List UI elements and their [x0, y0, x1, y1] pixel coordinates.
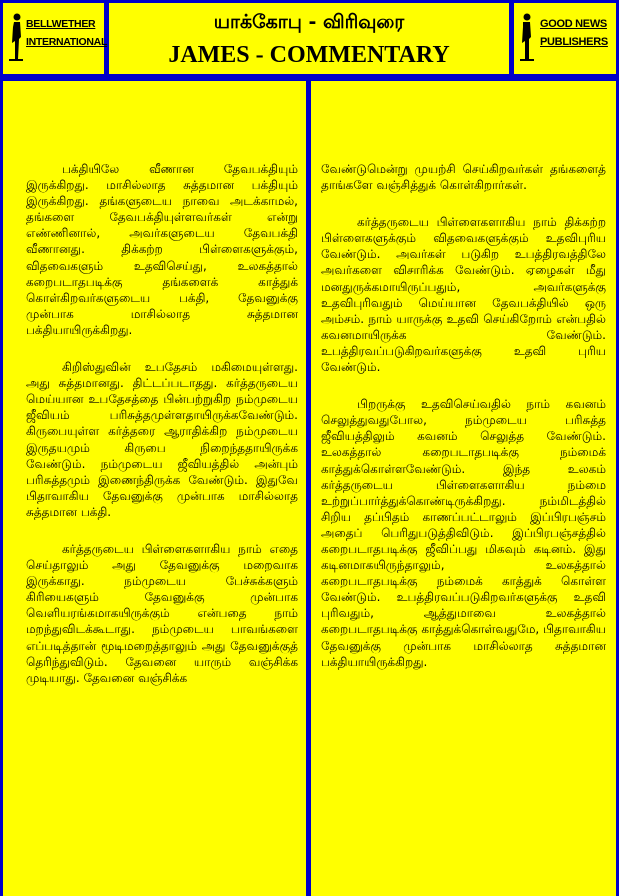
- logo-line-1: BELLWETHER: [26, 18, 96, 30]
- content-frame: [0, 78, 619, 896]
- paragraph: பிறருக்கு உதவிசெய்வதில் நாம் கவனம் செலுத்துவதுபோல, நம்முடைய பரிசுத்த ஜீவியத்திலும் கவனம் செலுத்த வேண்டும். உலகத்தால் கறைபடாதபடிக்கு நம்மைக் காத்துக்கொள்ளவேண்டும். இந்த உலகம் கர்த்தருடைய பிள்ளைகளாகிய நம்மை உற்றுப்பார்த்துக்கொண்டிருக்கிறது. நம்மிடத்தில் சிறிய தப்பிதம் காணப்பட்டாலும் இப்பிரபஞ்சம் அதைப் பெரிதுபடுத்திவிடும். இப்பிரபஞ்சத்தில் கறைபடாதபடிக்கு ஜீவிப்பது மிகவும் கடினம். இது கடினமாகயிருந்தாலும், உலகத்தால் கறைபடாதபடிக்கு நம்மைக் காத்துக் கொள்ள வேண்டும். உபத்திரவப்படுகிறவர்களுக்கு உதவி புரிவதும், ஆத்துமாவை உலகத்தால் கறைபடாதபடிக்கு காத்துக்கொள்வதுமே, பிதாவாகிய தேவனுக்கு முன்பாக மாசில்லாத சுத்தமான பக்தியாயிருக்கிறது.: [321, 397, 606, 669]
- logo-text: [540, 15, 608, 51]
- tamil-title: யாக்கோபு - விரிவுரை: [213, 11, 405, 33]
- right-column: [311, 81, 616, 896]
- page-header: [0, 0, 619, 78]
- paragraph: கர்த்தருடைய பிள்ளைகளாகிய நாம் எதை செய்தாலும் அது தேவனுக்கு மறைவாக இருக்காது. நம்முடைய பேச்சுக்களும் கிரியைகளும் தேவனுக்கு முன்பாக வெளியரங்கமாகயிருக்கும் என்பதை நாம் மறந்துவிடக்கூடாது. நம்முடைய பாவங்களை எப்படித்தான் மூடிமறைத்தாலும் அது தேவனுக்குத் தெரிந்துவிடும். தேவனை யாரும் வஞ்சிக்க முடியாது. தேவனை வஞ்சிக்க: [26, 541, 298, 685]
- left-column: [3, 81, 306, 896]
- logo-line-1: GOOD NEWS: [540, 18, 607, 30]
- person-figure-icon: [9, 13, 23, 61]
- english-title: JAMES - COMMENTARY: [168, 42, 450, 68]
- logo-line-2: PUBLISHERS: [540, 36, 608, 48]
- bellwether-logo: [3, 3, 108, 74]
- logo-text: [26, 15, 107, 51]
- title-box: [109, 3, 509, 74]
- paragraph: பக்தியிலே வீணான தேவபக்தியும் இருக்கிறது. மாசில்லாத சுத்தமான பக்தியும் இருக்கிறது. தங்களுடைய நாவை அடக்காமல், தங்களை தேவபக்தியுள்ளவர்கள் என்று எண்ணினால், அவர்களுடைய தேவபக்தி வீணானது. திக்கற்ற பிள்ளைகளுக்கும், விதவைகளும் உதவிசெய்து, உலகத்தால் கறைபடாதபடிக்கு தங்களைக் காத்துக் கொள்கிறவர்களுடைய பக்தி, தேவனுக்கு முன்பாக மாசில்லாத சுத்தமான பக்தியாயிருக்கிறது.: [26, 162, 298, 337]
- logo-line-2: INTERNATIONAL: [26, 36, 108, 48]
- paragraph: கர்த்தருடைய பிள்ளைகளாகிய நாம் திக்கற்ற பிள்ளைகளுக்கும் விதவைகளுக்கும் உதவிபுரிய வேண்டும். அவர்கள் படுகிற உபத்திரவத்திலே அவர்களை விசாரிக்க வேண்டும். ஏழைகள் மீது மனதுருக்கமாயிருப்பதும், அவர்களுக்கு உதவிபுரிவதும் மெய்யான தேவபக்தியில் ஒரு அம்சம். நாம் யாருக்கு உதவி செய்கிறோம் என்பதில் கவனமாயிருக்க வேண்டும். உபத்திரவப்படுகிறவர்களுக்கு உதவி புரிய வேண்டும்.: [321, 215, 606, 375]
- paragraph: வேண்டுமென்று முயற்சி செய்கிறவர்கள் தங்களைத் தாங்களே வஞ்சித்துக் கொள்கிறார்கள்.: [321, 162, 606, 193]
- paragraph: கிறிஸ்துவின் உபதேசம் மகிமையுள்ளது. அது சுத்தமானது. திட்டப்படாதது. கர்த்தருடைய மெய்யான உபதேசத்தை பின்பற்றுகிற நம்முடைய ஜீவியம் பரிசுத்தமுள்ளதாயிருக்கவேண்டும். கிருபையுள்ள கர்த்தரை ஆராதிக்கிற நம்முடைய இருதயமும் கிருபை நிறைந்ததாயிருக்க வேண்டும். நம்முடைய ஜீவியத்தில் அன்பும் பரிசுத்தமும் இணைந்திருக்க வேண்டும். இதுவே பிதாவாகிய தேவனுக்கு முன்பாக மாசில்லாத சுத்தமான பக்தி.: [26, 360, 298, 519]
- good-news-logo: [514, 3, 616, 74]
- person-figure-icon: [520, 13, 534, 61]
